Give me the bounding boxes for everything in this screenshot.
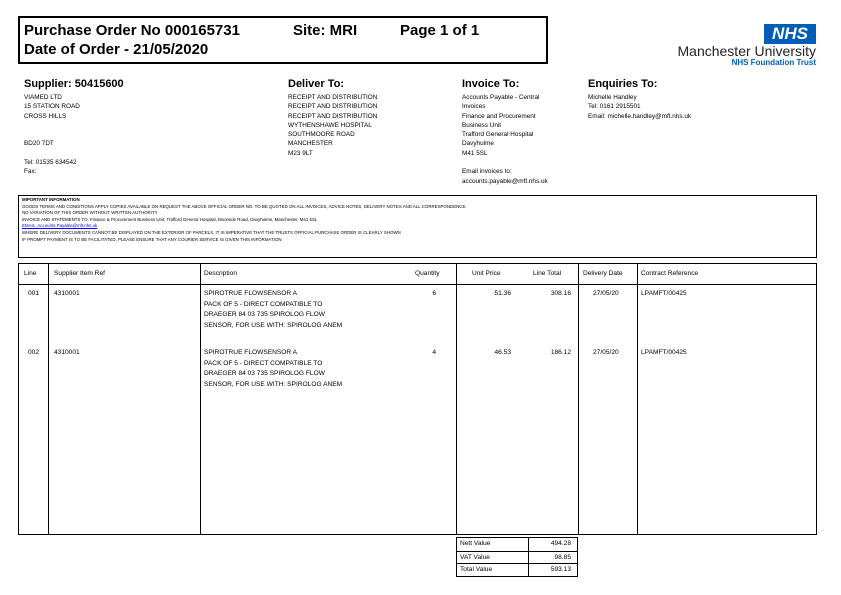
address-line: Trafford General Hospital bbox=[462, 131, 534, 139]
cell-delivery-date: 27/05/20 bbox=[593, 349, 619, 356]
cell-quantity: 6 bbox=[432, 290, 436, 297]
info-line: GOODS TERMS AND CONDITIONS APPLY COPIES AVAILABLE ON REQUEST THE ABOVE OFFICIAL ORDER NO. TO BE QUOTED ON ALL INVOICES, ADVICE NOTES, DELIVERY NOTES AND ALL CORRESPONDENCE. bbox=[22, 203, 467, 209]
info-line: INVOICE AND STATEMENTS TO: Finance & Procurement Business Unit, Trafford General Hospital, Moorside Road, Davyhulme, Manchester, M41 5SL bbox=[22, 216, 318, 222]
col-header-description: Description bbox=[204, 270, 237, 277]
address-line: Business Unit bbox=[462, 121, 502, 129]
address-line: RECEIPT AND DISTRIBUTION bbox=[288, 103, 378, 111]
invoice-address bbox=[462, 93, 548, 186]
totals-row-nett bbox=[457, 538, 577, 551]
deliver-to-title: Deliver To: bbox=[288, 78, 345, 90]
col-header-unit-price: Unit Price bbox=[472, 270, 501, 277]
col-header-line: Line bbox=[24, 270, 37, 277]
cell-ref: 4310001 bbox=[54, 349, 80, 356]
contact-name: Michelle Handley bbox=[588, 94, 637, 101]
address-line: CROSS HILLS bbox=[24, 112, 67, 120]
cell-delivery-date: 27/05/20 bbox=[593, 290, 619, 297]
description-line: SPIROTRUE FLOWSENSOR A bbox=[204, 349, 298, 356]
cell-line: 002 bbox=[28, 349, 40, 356]
cell-line-total: 308.16 bbox=[550, 290, 571, 297]
totals-box bbox=[456, 537, 578, 577]
cell-unit-price: 46.53 bbox=[494, 349, 511, 356]
description-line: SENSOR, FOR USE WITH: SPIROLOG ANEM bbox=[204, 380, 343, 388]
cell-contract: LPAMFT/00425 bbox=[641, 349, 687, 356]
vat-value: 98.85 bbox=[554, 553, 571, 561]
supplier-address bbox=[24, 93, 80, 177]
address-line: RECEIPT AND DISTRIBUTION bbox=[288, 94, 378, 101]
invoice-email-label: Email invoices to: bbox=[462, 168, 512, 176]
address-line: WYTHENSHAWE HOSPITAL bbox=[288, 121, 372, 129]
description-line: PACK OF 5 - DIRECT COMPATIBLE TO bbox=[204, 359, 323, 367]
logo-trust-name: NHS Foundation Trust bbox=[731, 58, 816, 67]
description-line: PACK OF 5 - DIRECT COMPATIBLE TO bbox=[204, 300, 323, 308]
table-row bbox=[0, 289, 841, 339]
contact-tel: Tel: 0161 2915501 bbox=[588, 103, 641, 111]
info-line: WHERE DELIVERY DOCUMENTS CANNOT BE DISPLAYED ON THE EXTERIOR OF PARCELS, IT IS IMPERATIVE THAT THE TRUSTS OFFICIAL PURCHASE ORDER IS CLEARLY SHOWN bbox=[22, 229, 401, 235]
col-header-line-total: Line Total bbox=[533, 270, 562, 277]
supplier-fax: Fax: bbox=[24, 168, 37, 176]
address-line: 15 STATION ROAD bbox=[24, 103, 80, 111]
cell-contract: LPAMFT/00425 bbox=[641, 290, 687, 297]
cell-unit-price: 51.36 bbox=[494, 290, 511, 297]
address-line bbox=[462, 158, 548, 167]
site-label: Site: MRI bbox=[293, 22, 358, 39]
address-line: Finance and Procurement bbox=[462, 112, 536, 120]
important-information bbox=[22, 197, 467, 243]
supplier-tel: Tel: 01535 634542 bbox=[24, 159, 77, 167]
address-line bbox=[24, 130, 80, 139]
contact-email[interactable]: Email: michelle.handley@mft.nhs.uk bbox=[588, 112, 692, 120]
totals-row-vat bbox=[457, 551, 577, 565]
address-line: MANCHESTER bbox=[288, 140, 333, 148]
col-header-contract: Contract Reference bbox=[641, 270, 699, 277]
description-line: DRAEGER 84 03 735 SPIROLOG FLOW bbox=[204, 370, 325, 377]
page-number: Page 1 of 1 bbox=[400, 22, 480, 39]
cell-description bbox=[204, 289, 342, 331]
info-line: NO VARIATION OF THIS ORDER WITHOUT WRITTEN AUTHORITY bbox=[22, 210, 158, 216]
nhs-logo: NHS bbox=[764, 24, 816, 44]
address-line: Invoices bbox=[462, 103, 486, 111]
cell-quantity: 4 bbox=[432, 349, 436, 356]
cell-line-total: 186.12 bbox=[550, 349, 571, 356]
address-line: SOUTHMOORE ROAD bbox=[288, 131, 355, 139]
address-line: M41 5SL bbox=[462, 149, 488, 157]
header-rule bbox=[18, 284, 817, 285]
address-line bbox=[24, 121, 80, 130]
purchase-order-number: Purchase Order No 000165731 bbox=[24, 22, 240, 39]
total-value: 593.13 bbox=[550, 566, 571, 573]
address-line: M23 9LT bbox=[288, 149, 313, 157]
description-line: SPIROTRUE FLOWSENSOR A bbox=[204, 290, 298, 297]
nett-value-label: Nett Value bbox=[460, 540, 491, 547]
col-header-quantity: Quantity bbox=[415, 270, 440, 277]
enquiries-contact bbox=[588, 93, 691, 121]
info-line: IF PROMPT PAYMENT IS TO BE FACILITATED, PLEASE ENSURE THAT ANY COURIER SERVICE IS GIVEN THIS INFORMATION bbox=[22, 236, 282, 242]
info-heading: IMPORTANT INFORMATION bbox=[22, 197, 80, 202]
table-row bbox=[0, 348, 841, 398]
order-date: Date of Order - 21/05/2020 bbox=[24, 41, 209, 58]
address-line: Accounts Payable - Central bbox=[462, 94, 540, 101]
description-line: DRAEGER 84 03 735 SPIROLOG FLOW bbox=[204, 311, 325, 318]
address-line: Davyhulme bbox=[462, 140, 494, 148]
address-line: VIAMED LTD bbox=[24, 94, 62, 101]
address-line: RECEIPT AND DISTRIBUTION bbox=[288, 112, 378, 120]
cell-ref: 4310001 bbox=[54, 290, 80, 297]
logo-org-name: Manchester University bbox=[677, 43, 816, 59]
supplier-postcode: BD20 7DT bbox=[24, 140, 54, 148]
invoice-email[interactable]: accounts.payable@mft.nhs.uk bbox=[462, 177, 548, 185]
col-header-delivery-date: Delivery Date bbox=[583, 270, 623, 277]
supplier-title: Supplier: 50415600 bbox=[24, 78, 124, 90]
totals-row-total bbox=[457, 563, 577, 577]
deliver-address bbox=[288, 93, 377, 158]
col-header-ref: Supplier Item Ref bbox=[54, 270, 105, 277]
vat-value-label: VAT Value bbox=[460, 553, 490, 561]
accounts-email-link[interactable]: EMAIL: Accounts.Payable@mft.nhs.uk bbox=[22, 223, 98, 229]
description-line: SENSOR, FOR USE WITH: SPIROLOG ANEM bbox=[204, 321, 343, 329]
invoice-to-title: Invoice To: bbox=[462, 78, 520, 90]
nett-value: 494.28 bbox=[550, 540, 571, 547]
cell-line: 001 bbox=[28, 290, 40, 297]
address-line bbox=[24, 149, 80, 158]
enquiries-title: Enquiries To: bbox=[588, 78, 658, 90]
cell-description bbox=[204, 348, 342, 390]
total-value-label: Total Value bbox=[460, 566, 493, 573]
